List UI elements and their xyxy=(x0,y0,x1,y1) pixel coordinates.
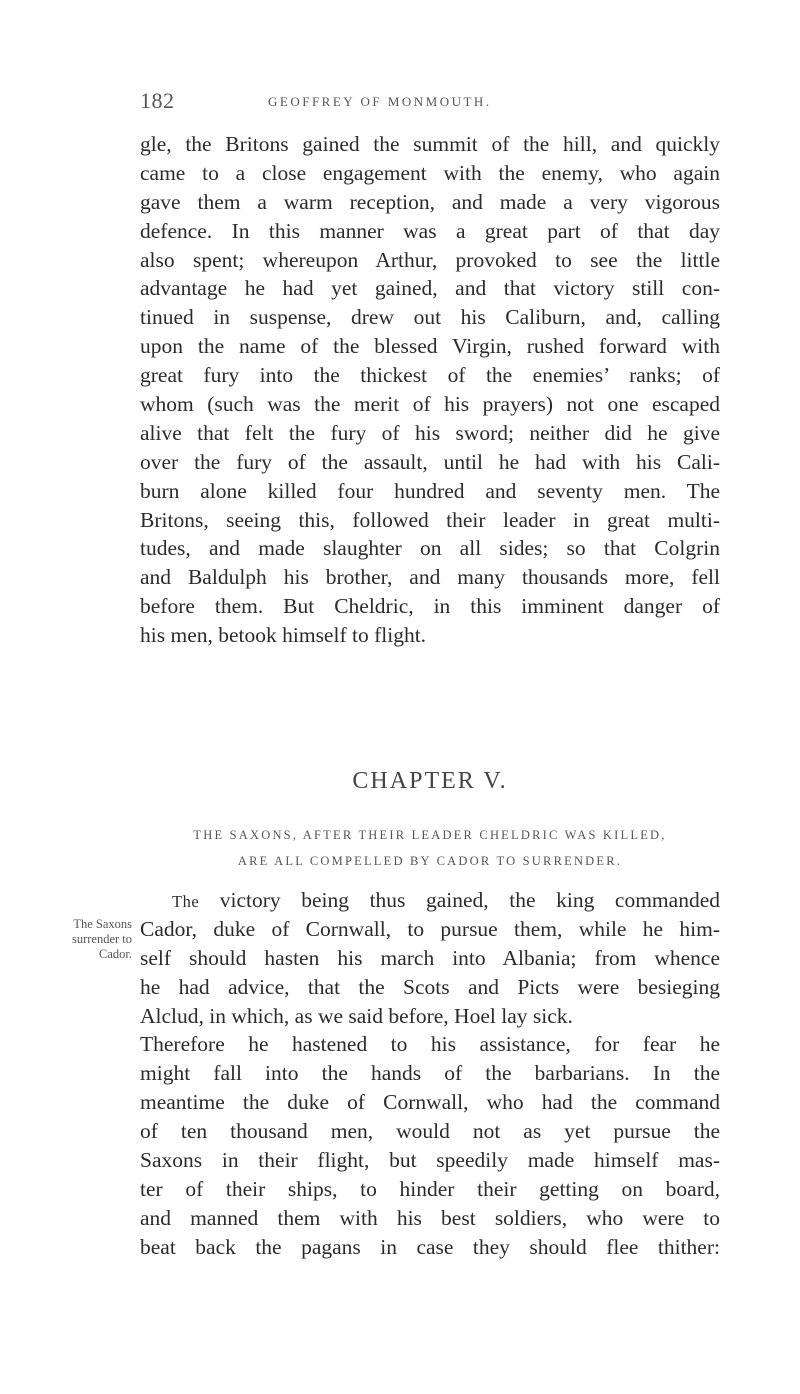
page-number: 182 xyxy=(140,88,175,113)
text-line: Therefore he hastened to his assistance, for fear he xyxy=(140,1032,720,1057)
chapter-heading: CHAPTER V. xyxy=(352,768,508,794)
text-line: Saxons in their flight, but speedily made himself mas- xyxy=(140,1148,720,1173)
marginal-note-line: Cador. xyxy=(99,947,132,961)
text-line: burn alone killed four hundred and seventy men. The xyxy=(140,478,720,503)
text-line: also spent; whereupon Arthur, provoked to see the little xyxy=(140,247,720,272)
text-line: Cador, duke of Cornwall, to pursue them, while he him- xyxy=(140,916,720,941)
text-line: of ten thousand men, would not as yet pursue the xyxy=(140,1119,720,1144)
text-line: self should hasten his march into Albania; from whence xyxy=(140,945,720,970)
text-line: and manned them with his best soldiers, who were to xyxy=(140,1205,720,1230)
text-line: he had advice, that the Scots and Picts were besieging xyxy=(140,974,720,999)
text-line: gave them a warm reception, and made a very vigorous xyxy=(140,189,720,214)
paragraph-1 xyxy=(140,130,720,650)
first-line-text: victory being thus gained, the king commanded xyxy=(199,888,720,912)
text-line: tinued in suspense, drew out his Caliburn, and, calling xyxy=(140,305,720,330)
text-line: Alclud, in which, as we said before, Hoel lay sick. xyxy=(140,1003,573,1028)
first-word: The xyxy=(172,892,200,911)
text-line: defence. In this manner was a great part of that day xyxy=(140,218,720,243)
text-line: alive that felt the fury of his sword; neither did he give xyxy=(140,420,720,445)
text-line xyxy=(140,886,720,915)
chapter-summary xyxy=(140,822,720,874)
text-line: whom (such was the merit of his prayers) not one escaped xyxy=(140,392,720,417)
text-line: might fall into the hands of the barbarians. In the xyxy=(140,1061,720,1086)
text-line: gle, the Britons gained the summit of the hill, and quickly xyxy=(140,132,720,156)
text-line: great fury into the thickest of the enemies’ ranks; of xyxy=(140,363,720,388)
text-line: over the fury of the assault, until he had with his Cali- xyxy=(140,449,720,474)
summary-line: THE SAXONS, AFTER THEIR LEADER CHELDRIC WAS KILLED, xyxy=(193,828,667,842)
running-head: GEOFFREY OF MONMOUTH. xyxy=(268,94,492,109)
text-line: Britons, seeing this, followed their leader in great multi- xyxy=(140,507,720,532)
text-line: before them. But Cheldric, in this imminent danger of xyxy=(140,594,720,619)
text-line: advantage he had yet gained, and that victory still con- xyxy=(140,276,720,301)
text-line: meantime the duke of Cornwall, who had the command xyxy=(140,1090,720,1115)
text-line: and Baldulph his brother, and many thousands more, fell xyxy=(140,565,720,590)
text-line: ter of their ships, to hinder their getting on board, xyxy=(140,1176,720,1201)
text-line: beat back the pagans in case they should flee thither: xyxy=(140,1234,720,1259)
text-line: his men, betook himself to flight. xyxy=(140,623,427,648)
paragraph-2 xyxy=(140,886,720,1262)
text-line: upon the name of the blessed Virgin, rushed forward with xyxy=(140,334,720,359)
marginal-note xyxy=(38,917,138,962)
text-line: came to a close engagement with the enemy, who again xyxy=(140,160,720,185)
text-line: tudes, and made slaughter on all sides; so that Colgrin xyxy=(140,536,720,561)
marginal-note-line: surrender to xyxy=(71,932,132,946)
marginal-note-line: The Saxons xyxy=(73,917,132,931)
summary-line: ARE ALL COMPELLED BY CADOR TO SURRENDER. xyxy=(237,854,623,868)
